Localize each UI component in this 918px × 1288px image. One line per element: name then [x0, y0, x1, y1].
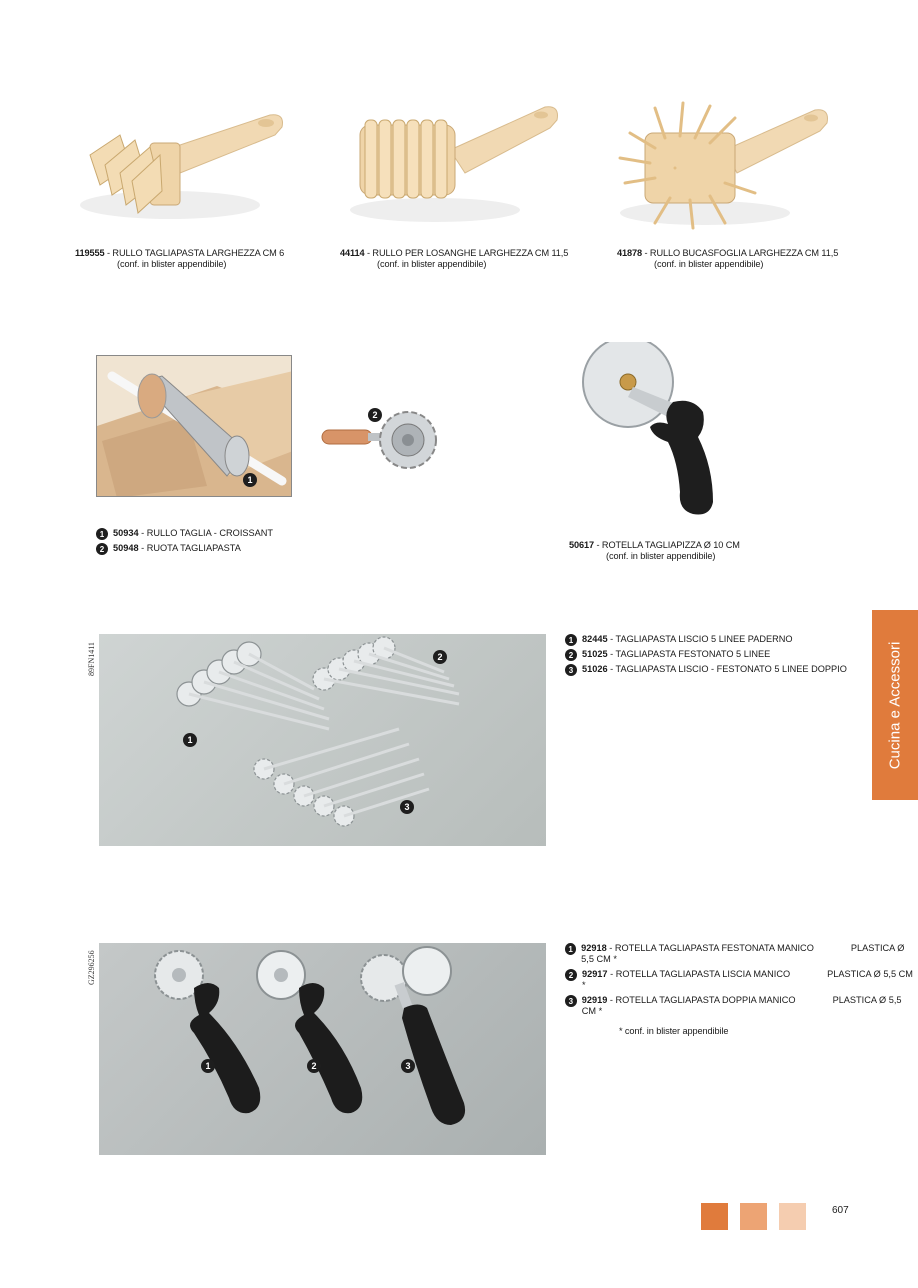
product-code: 50948: [113, 543, 139, 553]
product-desc: - ROTELLA TAGLIAPIZZA Ø 10 CM: [594, 540, 740, 550]
item-92918: [565, 943, 918, 965]
badge-1: 1: [96, 528, 108, 540]
product-code: 41878: [617, 248, 643, 258]
product-desc: - RULLO TAGLIAPASTA LARGHEZZA CM 6: [104, 248, 285, 258]
item-50948: [96, 543, 273, 555]
item-50934: [96, 528, 273, 540]
color-square-dark: [701, 1203, 728, 1230]
captions-row2-left: [96, 528, 273, 558]
badge-1: 1: [565, 943, 576, 955]
product-code: 50934: [113, 528, 139, 538]
blister-note: * conf. in blister appendibile: [619, 1026, 729, 1036]
badge-1: 1: [183, 733, 197, 747]
caption-44114: [340, 248, 568, 270]
product-desc: - TAGLIAPASTA LISCIO - FESTONATO 5 LINEE DOPPIO: [607, 664, 847, 674]
badge-3: 3: [401, 1059, 415, 1073]
product-code: 51025: [582, 649, 608, 659]
photo-code-row3: 89FN1411: [87, 642, 96, 676]
product-code: 44114: [340, 248, 365, 258]
section-tab-label: Cucina e Accessori: [886, 641, 904, 769]
product-desc: - ROTELLA TAGLIAPASTA LISCIA MANICO: [607, 969, 791, 979]
item-82445: [565, 634, 847, 646]
badge-3: 3: [565, 995, 577, 1007]
photo-code-row4: GZ296256: [87, 950, 96, 985]
product-desc: - ROTELLA TAGLIAPASTA FESTONATA MANICO: [606, 943, 814, 953]
badge-2: 2: [368, 408, 382, 422]
badge-1: 1: [243, 473, 257, 487]
product-sub: (conf. in blister appendibile): [117, 259, 227, 269]
product-sub: (conf. in blister appendibile): [654, 259, 764, 269]
product-desc: - RULLO TAGLIA - CROISSANT: [138, 528, 273, 538]
section-tab: [872, 610, 918, 800]
product-photo-pastry-wheels: [99, 943, 546, 1155]
badge-3: 3: [400, 800, 414, 814]
product-photo-119555: [70, 95, 290, 235]
badge-2: 2: [433, 650, 447, 664]
badge-1: 1: [201, 1059, 215, 1073]
product-desc: - RULLO BUCASFOGLIA LARGHEZZA CM 11,5: [642, 248, 839, 258]
color-square-light: [779, 1203, 806, 1230]
caption-41878: [617, 248, 838, 270]
item-92917: [565, 969, 918, 991]
product-code: 119555: [75, 248, 105, 258]
product-photo-50948: [318, 400, 448, 480]
item-51025: [565, 649, 847, 661]
badge-2: 2: [307, 1059, 321, 1073]
captions-row3: [565, 634, 847, 679]
product-sub: (conf. in blister appendibile): [377, 259, 487, 269]
product-photo-44114: [345, 95, 565, 235]
product-desc: - ROTELLA TAGLIAPASTA DOPPIA MANICO: [607, 995, 796, 1005]
product-sub: PLASTICA Ø 5,5 CM *: [581, 943, 905, 964]
badge-3: 3: [565, 664, 577, 676]
product-code: 92918: [581, 943, 607, 953]
page-number: 607: [832, 1205, 849, 1216]
item-92919: [565, 995, 918, 1017]
product-photo-multi-cutters: [99, 634, 546, 846]
captions-row4: [565, 943, 918, 1037]
product-sub: PLASTICA Ø 5,5 CM *: [581, 969, 913, 990]
badge-2: 2: [565, 649, 577, 661]
product-code: 50617: [569, 540, 595, 550]
product-code: 82445: [582, 634, 608, 644]
product-sub: (conf. in blister appendibile): [606, 551, 716, 561]
caption-50617: [569, 540, 740, 562]
product-desc: - TAGLIAPASTA FESTONATO 5 LINEE: [607, 649, 771, 659]
product-code: 51026: [582, 664, 608, 674]
caption-119555: [75, 248, 284, 270]
color-square-mid: [740, 1203, 767, 1230]
product-desc: - RUOTA TAGLIAPASTA: [138, 543, 241, 553]
product-photo-41878: [615, 88, 835, 238]
badge-2: 2: [565, 969, 577, 981]
product-photo-50617: [578, 342, 738, 522]
badge-2: 2: [96, 543, 108, 555]
product-code: 92917: [581, 969, 608, 979]
product-code: 92919: [581, 995, 608, 1005]
badge-1: 1: [565, 634, 577, 646]
product-desc: - TAGLIAPASTA LISCIO 5 LINEE PADERNO: [607, 634, 793, 644]
item-51026: [565, 664, 847, 676]
product-sub: PLASTICA Ø 5,5 CM *: [581, 995, 902, 1016]
product-photo-50934: [96, 355, 292, 497]
product-desc: - RULLO PER LOSANGHE LARGHEZZA CM 11,5: [364, 248, 569, 258]
